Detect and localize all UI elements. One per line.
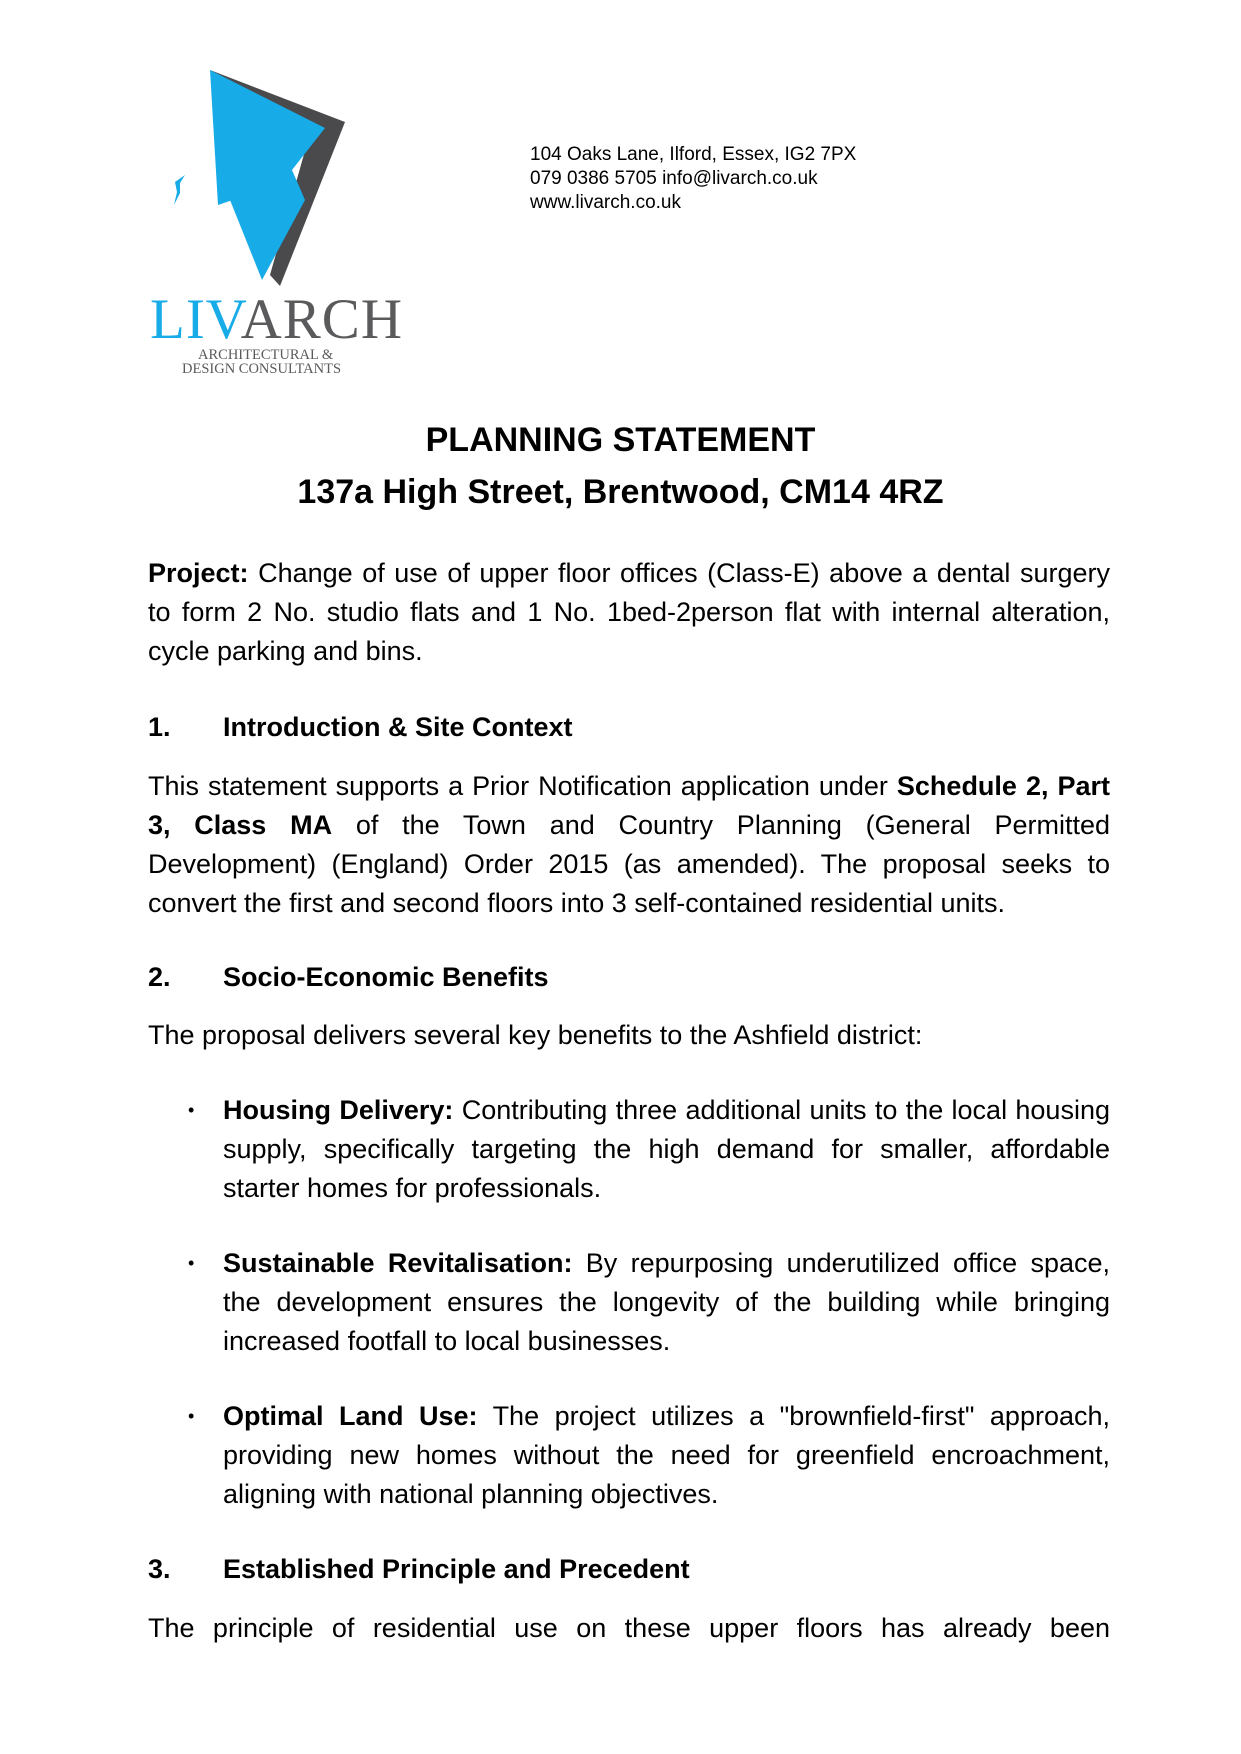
list-item	[148, 1091, 1110, 1208]
bullet-text: The project utilizes a "brownfield-first" approach, providing new homes without the need for greenfield encroachment, aligning with national planning objectives.	[223, 1401, 1111, 1509]
section-1-heading	[148, 708, 1110, 747]
bullet-marker: •	[188, 1253, 195, 1273]
logo-blue-tip	[174, 175, 185, 205]
contact-phone-email: 079 0386 5705 info@livarch.co.uk	[530, 168, 818, 189]
section-2-number: 2.	[148, 962, 171, 992]
section-1-text-b: of the Town and Country Planning (General Permitted Development) (England) Order 2015 (as amended). The proposal seeks to convert the first and second floors into 3 self-contained residential units.	[148, 810, 1110, 918]
section-3-paragraph: The principle of residential use on these upper floors has already been	[148, 1613, 1110, 1643]
section-2-paragraph: The proposal delivers several key benefits to the Ashfield district:	[148, 1020, 923, 1050]
logo-tagline-2: DESIGN CONSULTANTS	[182, 361, 342, 377]
section-1-title: Introduction & Site Context	[223, 712, 573, 742]
contact-address: 104 Oaks Lane, Ilford, Essex, IG2 7PX	[530, 144, 857, 165]
bullet-text: Contributing three additional units to the local housing supply, specifically targeting the high demand for smaller, affordable starter homes for professionals.	[223, 1095, 1110, 1203]
project-text: Change of use of upper floor offices (Class-E) above a dental surgery to form 2 No. studio flats and 1 No. 1bed-2person flat with internal alteration, cycle parking and bins.	[148, 558, 1110, 666]
section-1-text-a: This statement supports a Prior Notification application under	[148, 771, 897, 801]
section-3-number: 3.	[148, 1554, 171, 1584]
section-3-heading	[148, 1550, 1110, 1589]
bullet-marker: •	[188, 1406, 195, 1426]
logo-brand-liv: LIV	[150, 288, 241, 351]
contact-details	[530, 143, 856, 215]
logo-brand-arch: ARCH	[240, 288, 403, 351]
section-2-heading	[148, 958, 1110, 997]
document-body	[148, 554, 1110, 1648]
logo-brand-text	[150, 288, 403, 351]
section-2-title: Socio-Economic Benefits	[223, 962, 549, 992]
section-1-number: 1.	[148, 712, 171, 742]
contact-website: www.livarch.co.uk	[530, 192, 681, 213]
section-3-title: Established Principle and Precedent	[223, 1554, 690, 1584]
list-item	[148, 1397, 1110, 1514]
bullet-marker: •	[188, 1100, 195, 1120]
logo-graphic	[150, 70, 410, 380]
list-item	[148, 1244, 1110, 1361]
title-line-1: PLANNING STATEMENT	[425, 421, 816, 459]
bullet-label: Housing Delivery:	[223, 1095, 454, 1125]
project-label: Project:	[148, 558, 249, 588]
section-1-paragraph	[148, 767, 1110, 923]
bullet-text: By repurposing underutilized office space, the development ensures the longevity of the building while bringing increased footfall to local businesses.	[223, 1248, 1111, 1356]
bullet-label: Optimal Land Use:	[223, 1401, 478, 1431]
title-line-2: 137a High Street, Brentwood, CM14 4RZ	[297, 473, 944, 511]
benefits-list	[148, 1091, 1110, 1514]
logo-tagline-1: ARCHITECTURAL &	[198, 347, 334, 363]
project-paragraph	[148, 554, 1110, 671]
livarch-logo	[150, 70, 410, 380]
document-title	[0, 414, 1241, 518]
bullet-label: Sustainable Revitalisation:	[223, 1248, 573, 1278]
section-1-text-bold: Schedule 2, Part 3, Class MA	[148, 771, 1110, 840]
